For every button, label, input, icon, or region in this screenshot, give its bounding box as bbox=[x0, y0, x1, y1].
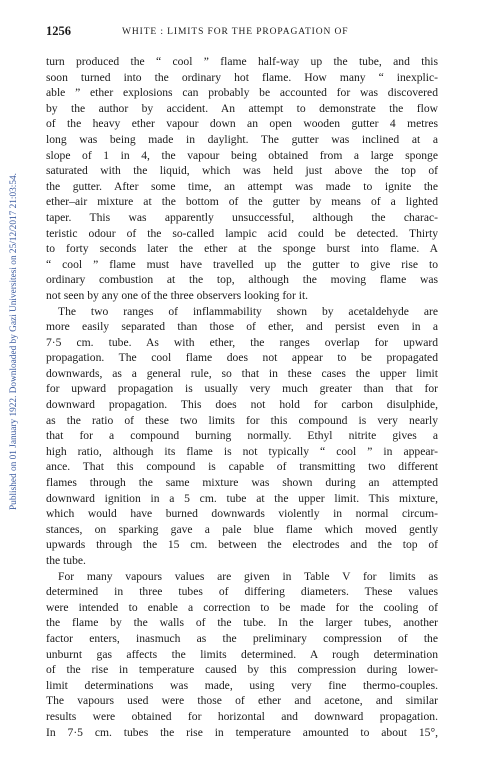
text-line: flames through the same mixture was shown during an attempted bbox=[46, 476, 438, 490]
text-line: not seen by any one of the three observers looking for it. bbox=[46, 288, 309, 302]
text-line: were intended to enable a correction to be made for the cooling of bbox=[46, 600, 438, 614]
download-watermark bbox=[7, 90, 21, 510]
text-line: saturated with the liquid, which was held just above the top of bbox=[46, 164, 438, 178]
text-line: the flame by the walls of the tube. In the larger tubes, another bbox=[46, 616, 438, 630]
paragraph bbox=[46, 54, 438, 304]
text-line: ether–air mixture at the bottom of the gutter by means of a lighted bbox=[46, 195, 438, 209]
text-line: limit determinations was made, using very fine thermo-couples. bbox=[46, 678, 438, 692]
text-line: as the ratio of these two limits for this compound is very nearly bbox=[46, 413, 438, 427]
text-line: stances, on sparking gave a pale blue flame which moved gently bbox=[46, 522, 438, 536]
article-body bbox=[46, 54, 438, 740]
text-line: 7·5 cm. tube. As with ether, the ranges overlap for upward bbox=[46, 335, 438, 349]
text-line: The vapours used were those of ether and acetone, and similar bbox=[46, 694, 438, 708]
page-header bbox=[46, 22, 436, 40]
text-line: “ cool ” flame must have travelled up the gutter to give rise to bbox=[46, 257, 438, 271]
text-line: of the rise in temperature caused by this compression during lower- bbox=[46, 663, 438, 677]
text-line: which would have burned downwards violently in normal circum- bbox=[46, 507, 438, 521]
text-line: taper. This was apparently unsuccessful, although the charac- bbox=[46, 210, 438, 224]
text-line: soon turned into the ordinary hot flame. How many “ inexplic- bbox=[46, 70, 438, 84]
text-line: turn produced the “ cool ” flame half-way up the tube, and this bbox=[46, 55, 438, 68]
text-line: ordinary combustion at the top, although the moving flame was bbox=[46, 273, 438, 287]
text-line: downward propagation. This does not hold for carbon disulphide, bbox=[46, 398, 438, 412]
text-line: upwards through the 15 cm. between the electrodes and the top of bbox=[46, 538, 438, 552]
text-line: For many vapours values are given in Table V for limits as bbox=[58, 569, 438, 583]
text-line: more easily separated than those of ether, and persist even in a bbox=[46, 320, 438, 334]
text-line: teristic odour of the so-called lampic acid could be detected. Thirty bbox=[46, 226, 438, 240]
text-line: downward ignition in a 5 cm. tube at the upper limit. This mixture, bbox=[46, 491, 438, 505]
text-line: of the heavy ether vapour down an open wooden gutter 4 metres bbox=[46, 117, 438, 131]
text-line: The two ranges of inflammability shown by acetaldehyde are bbox=[58, 304, 438, 318]
text-line: In 7·5 cm. tubes the rise in temperature amounted to about 15°, bbox=[46, 725, 438, 739]
download-watermark-text: Published on 01 January 1922. Downloaded by Gazi Universitesi on 25/12/2017 21:03:54. bbox=[9, 173, 19, 510]
paragraph bbox=[46, 304, 438, 569]
text-line: the gutter. After some time, an attempt was made to ignite the bbox=[46, 179, 438, 193]
text-line: unburnt gas affects the limits determined. A rough determination bbox=[46, 647, 438, 661]
text-line: results were obtained for horizontal and downward propagation. bbox=[46, 709, 438, 723]
text-line: high ratio, although its flame is not typically “ cool ” in appear- bbox=[46, 444, 438, 458]
text-line: for upward propagation is usually very much greater than that for bbox=[46, 382, 438, 396]
text-line: by the author by accident. An attempt to demonstrate the flow bbox=[46, 101, 438, 115]
text-line: slope of 1 in 4, the vapour being obtained from a large sponge bbox=[46, 148, 438, 162]
text-line: factor enters, inasmuch as the preliminary compression of the bbox=[46, 631, 438, 645]
text-line: determined in three tubes of differing diameters. These values bbox=[46, 585, 438, 599]
running-title: WHITE : LIMITS FOR THE PROPAGATION OF bbox=[122, 27, 349, 37]
page-number: 1256 bbox=[46, 24, 71, 38]
text-line: able ” ether explosions can probably be accounted for was discovered bbox=[46, 86, 438, 100]
text-line: long was being made in daylight. The gutter was inclined at a bbox=[46, 132, 438, 146]
text-line: ance. That this compound is capable of transmitting two different bbox=[46, 460, 438, 474]
text-line: to forty seconds later the ether at the sponge burst into flame. A bbox=[46, 242, 438, 256]
text-line: the tube. bbox=[46, 554, 86, 567]
text-line: that for a compound burning normally. Ethyl nitrite gives a bbox=[46, 429, 438, 443]
text-line: propagation. The cool flame does not appear to be propagated bbox=[46, 351, 438, 365]
paragraph bbox=[46, 569, 438, 741]
text-line: downwards, as a general rule, so that in these cases the upper limit bbox=[46, 366, 438, 380]
